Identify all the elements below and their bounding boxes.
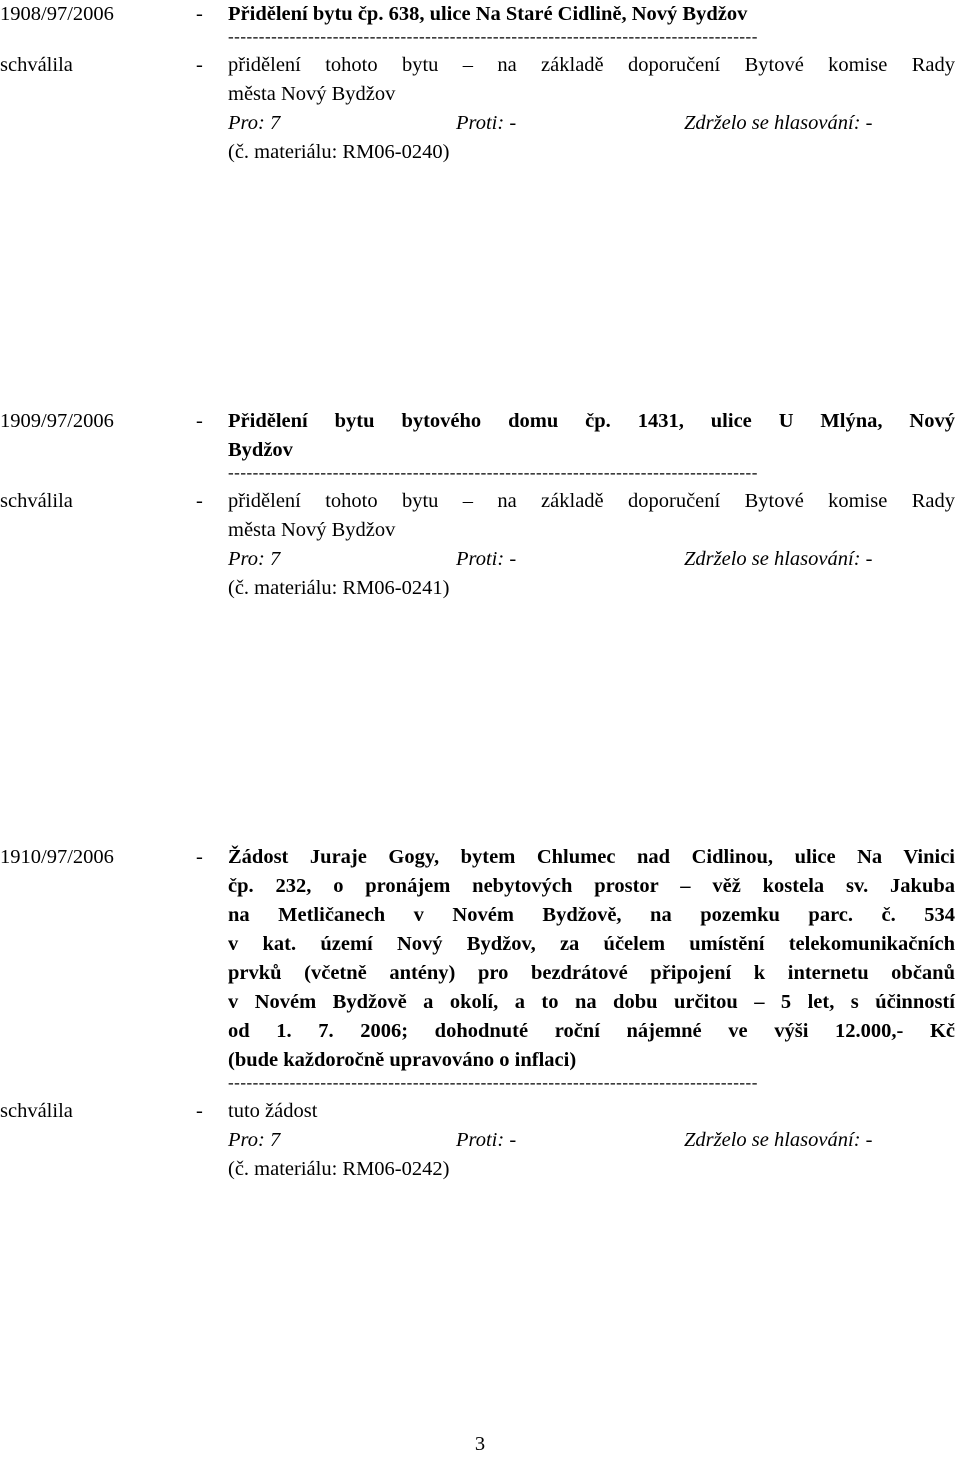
title-line: (bude každoročně upravováno o inflaci) xyxy=(228,1049,577,1071)
vote-zdrzelo: Zdrželo se hlasování: - xyxy=(684,112,873,134)
resolution-number: 1909/97/2006 xyxy=(0,410,114,432)
action-dash: - xyxy=(196,1100,203,1122)
action-label: schválila xyxy=(0,490,73,512)
title-line: od 1. 7. 2006; dohodnuté roční nájemné ve výši 12.000,- Kč xyxy=(228,1020,955,1042)
vote-pro: Pro: 7 xyxy=(228,112,281,134)
title-line: na Metličanech v Novém Bydžově, na pozemku parc. č. 534 xyxy=(228,904,955,926)
resolution-action xyxy=(0,1097,960,1184)
action-text xyxy=(228,1097,960,1184)
title-line: čp. 232, o pronájem nebytových prostor – věž kostela sv. Jakuba xyxy=(228,875,955,897)
action-line: tuto žádost xyxy=(228,1100,318,1122)
vote-proti: Proti: - xyxy=(456,548,517,570)
title-line: Bydžov xyxy=(228,439,293,461)
vote-proti: Proti: - xyxy=(456,112,517,134)
vote-pro: Pro: 7 xyxy=(228,548,281,570)
material-number: (č. materiálu: RM06-0240) xyxy=(228,141,450,163)
resolution-header xyxy=(0,407,960,465)
vote-result xyxy=(228,109,955,138)
resolution-title xyxy=(228,407,960,465)
action-dash: - xyxy=(196,490,203,512)
separator-line: -------------------------------------------------------------------------------------- xyxy=(228,29,758,46)
title-line: prvků (včetně antény) pro bezdrátové připojení k internetu občanů xyxy=(228,962,955,984)
action-text xyxy=(228,487,960,603)
vote-zdrzelo: Zdrželo se hlasování: - xyxy=(684,1129,873,1151)
resolution-action xyxy=(0,487,960,603)
resolution-number: 1910/97/2006 xyxy=(0,846,114,868)
header-dash: - xyxy=(196,410,203,432)
separator-line: -------------------------------------------------------------------------------------- xyxy=(228,465,758,482)
vote-result xyxy=(228,545,955,574)
separator-line: -------------------------------------------------------------------------------------- xyxy=(228,1075,758,1092)
title-line: Žádost Juraje Gogy, bytem Chlumec nad Cidlinou, ulice Na Vinici xyxy=(228,846,955,868)
vote-result xyxy=(228,1126,955,1155)
title-line: v Novém Bydžově a okolí, a to na dobu určitou – 5 let, s účinností xyxy=(228,991,955,1013)
resolution-header xyxy=(0,843,960,1075)
action-label: schválila xyxy=(0,54,73,76)
page-number: 3 xyxy=(474,1433,486,1455)
resolution-block-1910 xyxy=(0,843,960,1184)
action-dash: - xyxy=(196,54,203,76)
action-line: přidělení tohoto bytu – na základě doporučení Bytové komise Rady xyxy=(228,490,955,512)
resolution-number: 1908/97/2006 xyxy=(0,3,114,25)
resolution-header xyxy=(0,0,960,29)
resolution-title xyxy=(228,0,960,29)
action-text xyxy=(228,51,960,167)
resolution-action xyxy=(0,51,960,167)
vote-proti: Proti: - xyxy=(456,1129,517,1151)
header-dash: - xyxy=(196,3,203,25)
action-line: města Nový Bydžov xyxy=(228,519,396,541)
title-line: Přidělení bytu čp. 638, ulice Na Staré Cidlině, Nový Bydžov xyxy=(228,3,748,25)
resolution-title xyxy=(228,843,960,1075)
action-label: schválila xyxy=(0,1100,73,1122)
action-line: města Nový Bydžov xyxy=(228,83,396,105)
header-dash: - xyxy=(196,846,203,868)
title-line: Přidělení bytu bytového domu čp. 1431, ulice U Mlýna, Nový xyxy=(228,410,955,432)
resolution-block-1909 xyxy=(0,407,960,603)
title-line: v kat. území Nový Bydžov, za účelem umístění telekomunikačních xyxy=(228,933,955,955)
material-number: (č. materiálu: RM06-0242) xyxy=(228,1158,450,1180)
vote-zdrzelo: Zdrželo se hlasování: - xyxy=(684,548,873,570)
resolution-block-1908 xyxy=(0,0,960,167)
material-number: (č. materiálu: RM06-0241) xyxy=(228,577,450,599)
action-line: přidělení tohoto bytu – na základě doporučení Bytové komise Rady xyxy=(228,54,955,76)
vote-pro: Pro: 7 xyxy=(228,1129,281,1151)
